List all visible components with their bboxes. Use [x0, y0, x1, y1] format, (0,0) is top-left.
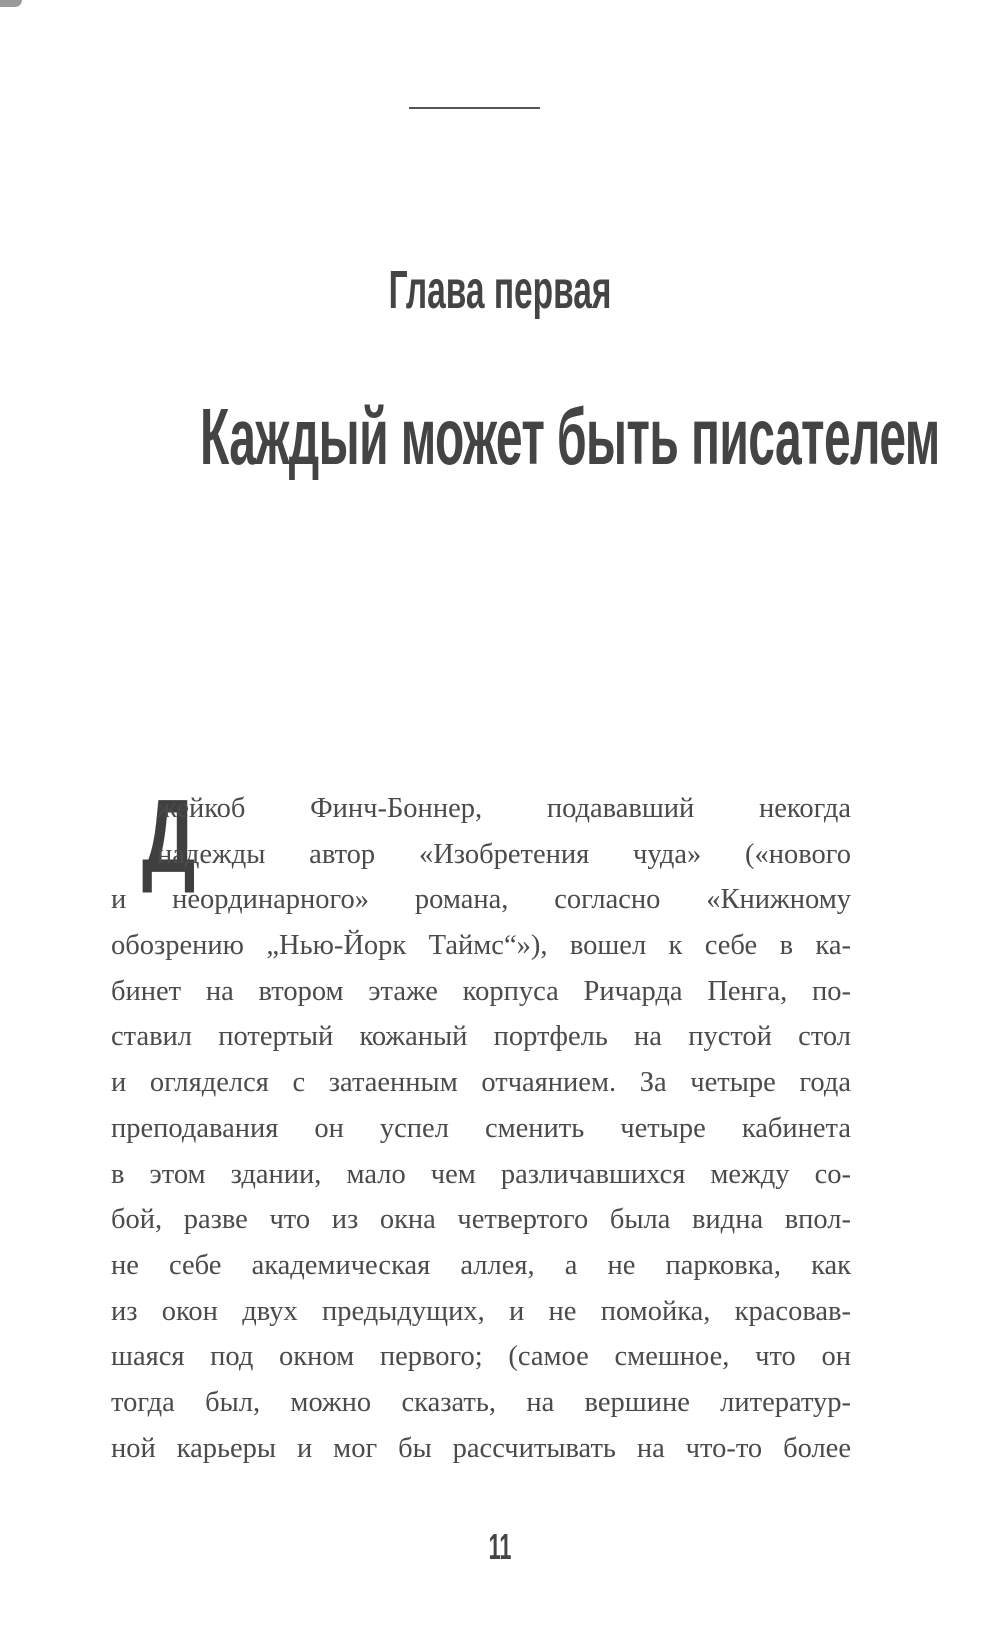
body-line: и неординарного» романа, согласно «Книжному: [111, 884, 851, 916]
body-line: надежды автор «Изобретения чуда» («нового: [157, 838, 851, 870]
body-line: бинет на втором этаже корпуса Ричарда Пенга, по-: [111, 975, 851, 1007]
body-line: жейкоб Финч-Боннер, подававший некогда: [157, 793, 851, 824]
body-text: [111, 779, 851, 1471]
body-line: и огляделся с затаенным отчаянием. За четыре года: [111, 1067, 851, 1099]
body-line: в этом здании, мало чем различавшихся между со-: [111, 1158, 851, 1190]
body-line: обозрению „Нью-Йорк Таймс“»), вошел к себе в ка-: [111, 930, 851, 962]
body-line: из окон двух предыдущих, и не помойка, красовав-: [111, 1295, 851, 1327]
body-line: ной карьеры и мог бы рассчитывать на что-то более: [111, 1432, 851, 1464]
body-line: преподавания он успел сменить четыре кабинета: [111, 1112, 851, 1144]
chapter-title: Каждый может быть писателем: [200, 392, 940, 481]
header-rule: [409, 107, 540, 109]
chapter-label: Глава первая: [388, 260, 612, 320]
body-line: бой, разве что из окна четвертого была видна впол-: [111, 1204, 851, 1236]
body-line: не себе академическая аллея, а не парковка, как: [111, 1249, 851, 1281]
body-line: ставил потертый кожаный портфель на пустой стол: [111, 1021, 851, 1053]
body-line: тогда был, можно сказать, на вершине литератур-: [111, 1386, 851, 1418]
page-corner-mark: [0, 0, 22, 7]
page-number: 11: [488, 1526, 512, 1567]
drop-cap-letter: Д: [142, 779, 196, 895]
body-line: шаяся под окном первого; (самое смешное, что он: [111, 1341, 851, 1373]
